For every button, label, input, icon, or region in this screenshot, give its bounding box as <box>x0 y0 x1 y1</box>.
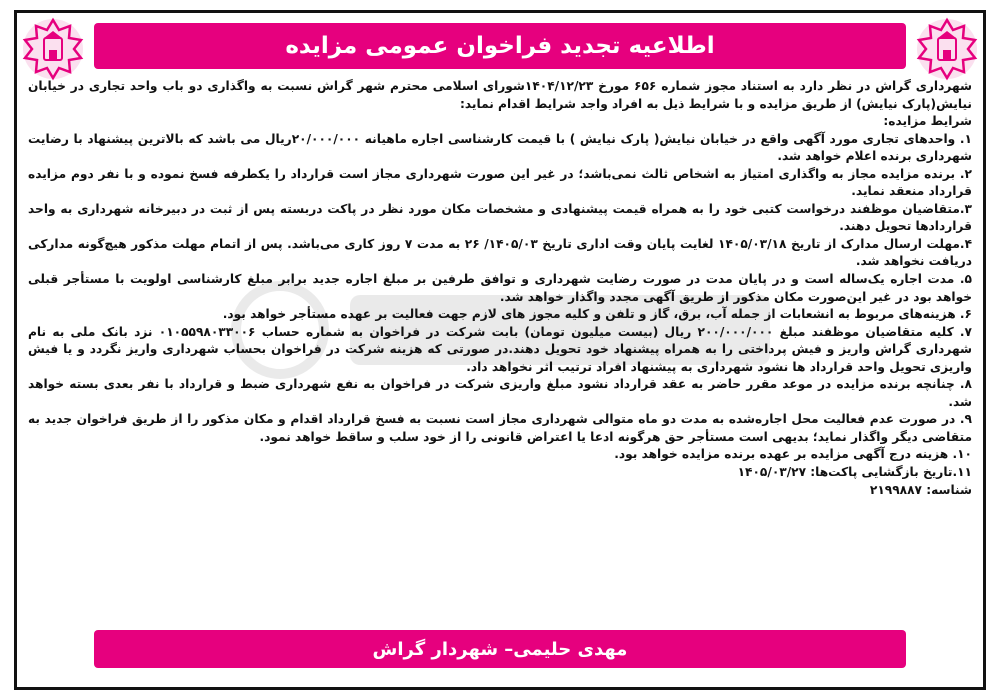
notice-id: شناسه: ۲۱۹۹۸۸۷ <box>869 482 972 497</box>
condition-item: ۱. واحدهای تجاری مورد آگهی واقع در خیابان نیایش( پارک نیایش ) با قیمت کارشناسی اجاره ماهیانه ۲۰/۰۰۰/۰۰۰ریال می باشد که بالاترین پیشنهاد با رضایت شهرداری برنده اعلام خواهد شد. <box>28 131 972 164</box>
title-banner <box>94 23 906 69</box>
condition-item: ۱۱.تاریخ بازگشایی پاکت‌ها: ۱۴۰۵/۰۳/۲۷ <box>737 465 972 480</box>
condition-item: ۴.مهلت ارسال مدارک از تاریخ ۱۴۰۵/۰۳/۱۸ لغایت پایان وقت اداری تاریخ ۱۴۰۵/۰۳/ ۲۶ به مدت ۷ روز کاری می‌باشد. پس از اتمام مهلت مذکور هیچ‌گونه مدارکی دریافت نخواهد شد. <box>28 236 973 269</box>
condition-item: ۹. در صورت عدم فعالیت محل اجاره‌شده به مدت دو ماه متوالی شهرداری مجاز است نسبت به فسخ قرارداد اقدام و مکان مذکور را از طریق فراخوان جدید به متقاضی دیگر واگذار نماید؛ بدیهی است مستأجر حق هرگونه ادعا یا اعتراض قانونی را از خود سلب و ساقط خواهد نمود. <box>28 412 972 444</box>
condition-item: ۶. هزینه‌های مربوط به انشعابات از جمله آب، برق، گاز و تلفن و کلیه مجوز های لازم جهت فعالیت بر عهده مستأجر خواهد بود. <box>222 307 972 322</box>
condition-item: ۳.متقاضیان موظفند درخواست کتبی خود را به همراه قیمت پیشنهادی و مشخصات مکان مورد نظر در پاکت دربسته پس از ثبت در دبیرخانه شهرداری به واحد قراردادها تحویل دهند. <box>28 201 972 234</box>
intro-paragraph: شهرداری گراش در نظر دارد به استناد مجوز شماره ۶۵۶ مورخ ۱۴۰۴/۱۲/۲۳شورای اسلامی محترم شهر گراش نسبت به واگذاری دو باب واحد تجاری در خیابان نیایش(پارک نیایش) از طریق مزایده و با شرایط ذیل به افراد واجد شرایط اقدام نماید: <box>28 79 972 111</box>
condition-item: ۸. چنانچه برنده مزایده در موعد مقرر حاضر به عقد قرارداد نشود مبلغ واریزی شرکت در فراخوان به نفع شهرداری ضبط و قرارداد با نفر بعدی بسته خواهد شد. <box>28 377 972 409</box>
signature-banner <box>94 630 906 668</box>
page-title: اطلاعیه تجدید فراخوان عمومی مزایده <box>285 33 715 59</box>
notice-body <box>28 78 972 499</box>
condition-item: ۲. برنده مزایده مجاز به واگذاری امتیاز به اشخاص ثالث نمی‌باشد؛ در غیر این صورت شهرداری مجاز است قرارداد را یکطرفه فسخ نموده و با نفر دوم مزایده قرارداد منعقد نماید. <box>28 166 972 199</box>
condition-item: ۵. مدت اجاره یک‌ساله است و در پایان مدت در صورت رضایت شهرداری و توافق طرفین بر مبلغ اجاره جدید برابر مبلغ کارشناسی اولویت با مستأجر قبلی خواهد بود در غیر این‌صورت مکان مذکور از طریق آگهی مجدد واگذار خواهد شد. <box>28 272 972 304</box>
signature-text: مهدی حلیمی– شهردار گراش <box>372 638 628 660</box>
conditions-heading: شرایط مزایده: <box>883 114 972 129</box>
city-emblem-icon <box>914 16 980 82</box>
condition-item: ۷. کلیه متقاضیان موظفند مبلغ ۲۰۰/۰۰۰/۰۰۰ ریال (بیست میلیون تومان) بابت شرکت در فراخوان به شماره حساب ۰۱۰۵۵۹۸۰۳۳۰۰۶ نزد بانک ملی به نام شهرداری گراش واریز و فیش پرداختی را به همراه پیشنهاد خود تحویل دهند.در صورتی که هزینه شرکت در فراخوان بحساب شهرداری واریز نگردد و یا فیش واریزی تحویل واحد قرارداد ها نشود شهرداری به پیشنهاد افراد ترتیب اثر نخواهد داد. <box>28 324 972 374</box>
condition-item: ۱۰. هزینه درج آگهی مزایده بر عهده برنده مزایده خواهد بود. <box>614 447 972 462</box>
city-emblem-icon <box>20 16 86 82</box>
